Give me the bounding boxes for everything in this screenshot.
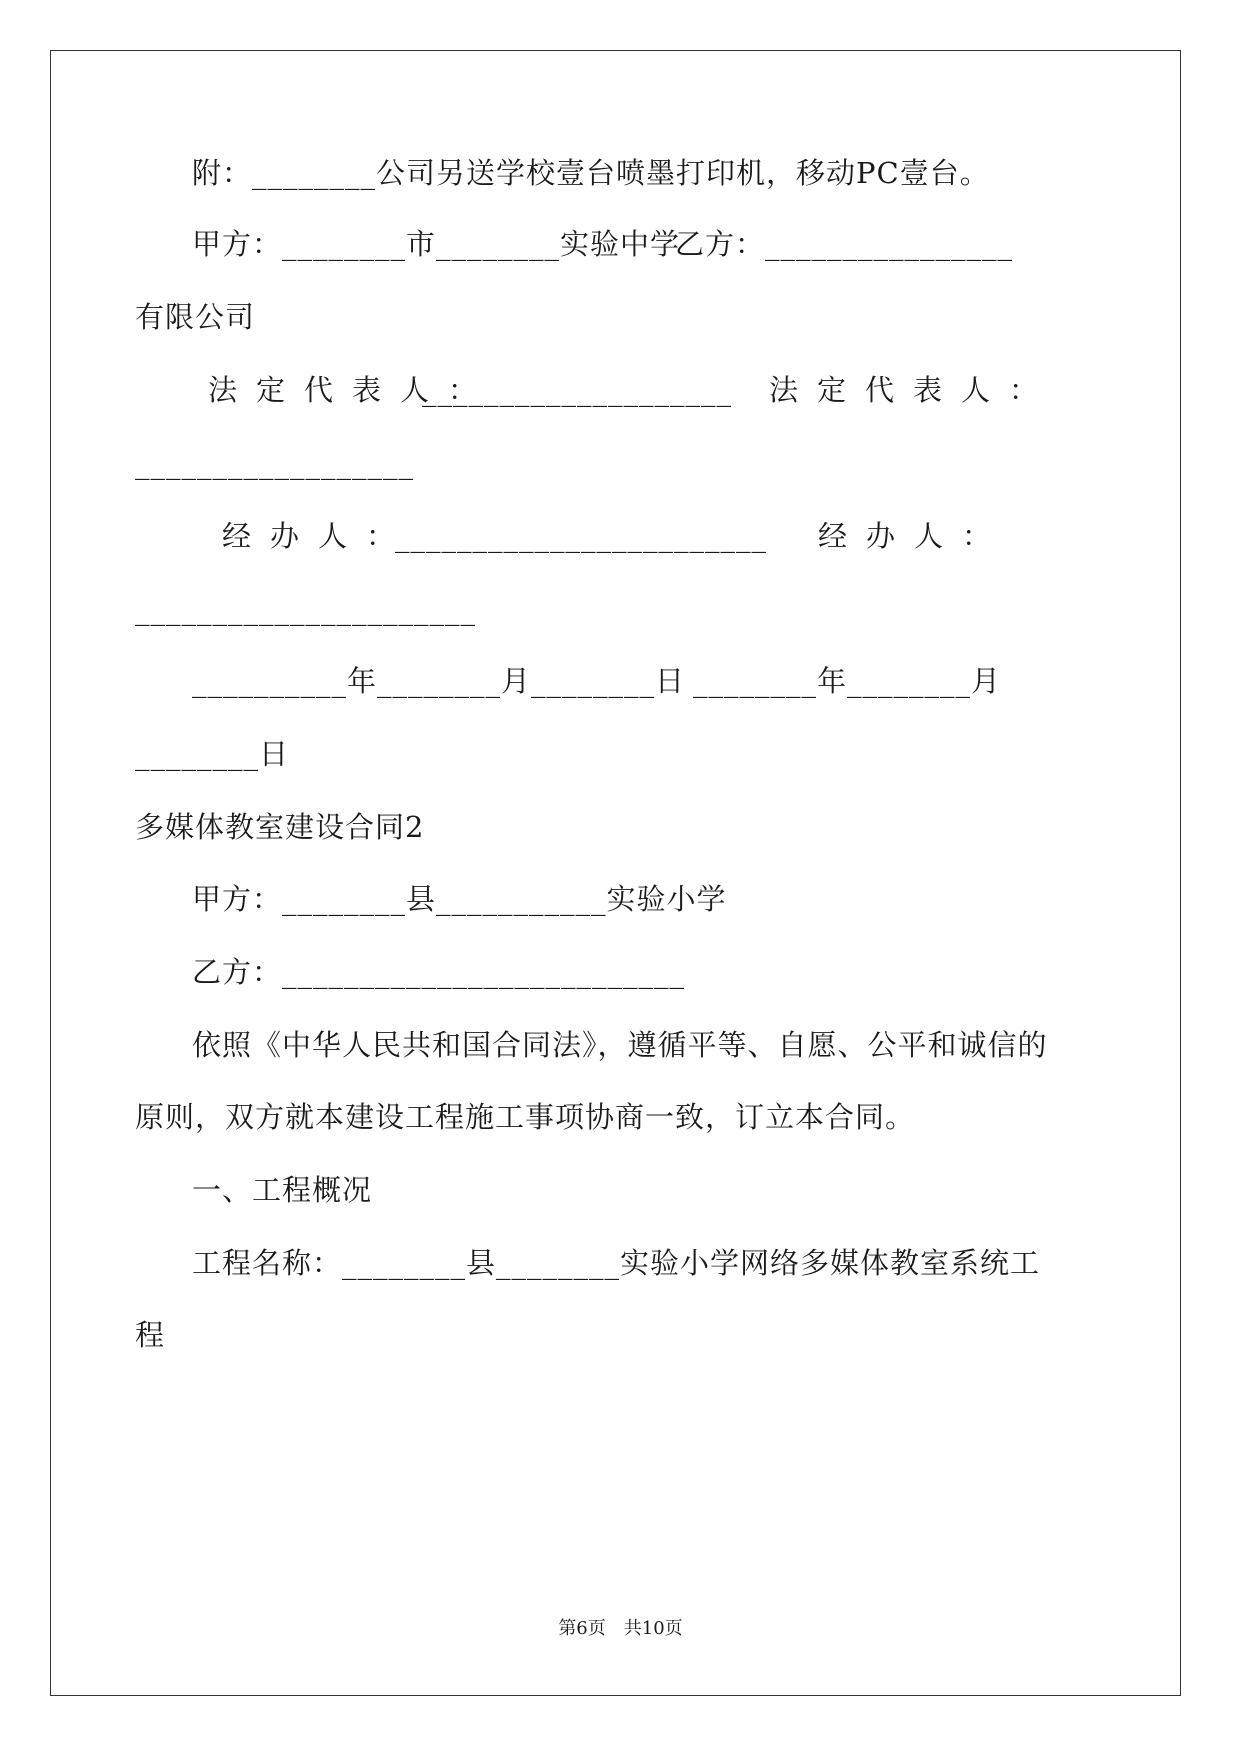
contract-title: 多媒体教室建设合同2 [135, 810, 425, 844]
legal-rep-b-blank: __________________ [135, 446, 414, 480]
page-border [50, 50, 1181, 1696]
page-number-footer: 第6页 共10页 [558, 1618, 683, 1639]
legal-rep-b-label: 法定代表人： [769, 373, 1058, 407]
handler-b-blank: ______________________ [135, 592, 476, 626]
party-b-line: 乙方：________________ [675, 227, 1014, 261]
preamble-line-1: 依照《中华人民共和国合同法》，遵循平等、自愿、公平和诚信的 [192, 1028, 1048, 1062]
handler-b-label: 经办人： [818, 519, 1011, 553]
legal-rep-a-blank: ____________________ [422, 373, 732, 407]
preamble-line-2: 原则，双方就本建设工程施工事项协商一致，订立本合同。 [135, 1100, 916, 1134]
date-b-day-line: ________日 [135, 737, 290, 771]
party-b-company-line: 有限公司 [135, 300, 256, 334]
legal-rep-a-label: 法定代表人： [208, 373, 497, 407]
date-a-line: __________年________月________日 [192, 664, 686, 698]
section-heading: 一、工程概况 [192, 1173, 373, 1207]
date-b-line: ________年________月 [693, 664, 1002, 698]
party-a-line-2: 甲方：________县___________实验小学 [192, 882, 727, 916]
project-name-line-2: 程 [135, 1318, 166, 1352]
handler-a-label: 经办人： [222, 519, 415, 553]
party-b-line-2: 乙方：__________________________ [192, 955, 686, 989]
party-a-line: 甲方：________市________实验中学 [192, 227, 681, 261]
project-name-line-1: 工程名称：________县________实验小学网络多媒体教室系统工 [192, 1246, 1041, 1280]
attachment-line: 附：________公司另送学校壹台喷墨打印机，移动PC壹台。 [192, 156, 990, 190]
handler-a-blank: ________________________ [395, 519, 767, 553]
